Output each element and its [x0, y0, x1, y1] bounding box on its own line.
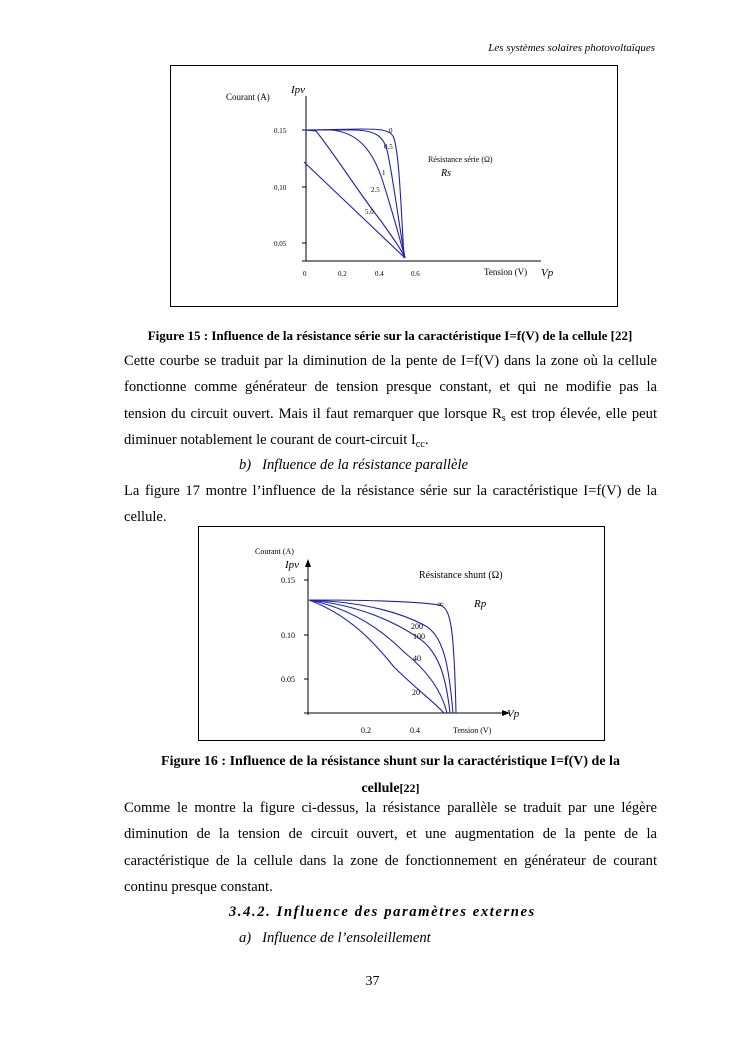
- fig15-ytick: 0.10: [274, 184, 287, 192]
- fig15-curve-label: 1: [382, 169, 386, 177]
- heading-a-irradiance: a) Influence de l’ensoleillement: [239, 930, 431, 946]
- fig16-ylabel: Courant (A): [255, 547, 294, 556]
- fig15-ylabel: Courant (A): [226, 92, 270, 102]
- paragraph-line: Comme le montre la figure ci-dessus, la résistance parallèle se traduit par une légère: [124, 800, 657, 816]
- fig16-curve-100: [309, 600, 450, 713]
- paragraph-line: continu presque constant.: [124, 879, 273, 896]
- fig16-ytick: 0.10: [281, 631, 295, 640]
- paragraph-line: cellule.: [124, 509, 167, 526]
- fig16-xlabel: Tension (V): [453, 726, 492, 735]
- fig16-legend-symbol: Rp: [474, 598, 487, 610]
- figure-15: [170, 65, 618, 307]
- fig16-ytick: 0.05: [281, 675, 295, 684]
- fig15-xtick: 0: [303, 270, 307, 278]
- fig15-legend-symbol: Rs: [441, 168, 451, 179]
- fig16-xsymbol: Vp: [507, 708, 520, 720]
- fig16-curve-20: [309, 600, 444, 713]
- fig16-curve-200: [309, 600, 453, 713]
- figure-16: [198, 526, 605, 741]
- paragraph-3: [124, 795, 657, 901]
- fig15-ysymbol: Ipv: [291, 84, 306, 96]
- caption-line: cellule[22]: [361, 781, 420, 796]
- section-heading-3-4-2: 3.4.2. Influence des paramètres externes: [229, 904, 536, 920]
- fig15-legend-title: Résistance série (Ω): [428, 155, 493, 164]
- fig16-curve-label: 40: [413, 654, 421, 663]
- fig16-legend-title: Résistance shunt (Ω): [419, 570, 503, 581]
- fig15-curve-label: 0: [389, 127, 393, 135]
- figure-15-plot: [171, 66, 617, 306]
- paragraph-line: La figure 17 montre l’influence de la résistance série sur la caractéristique I=f(V) de la: [124, 483, 657, 499]
- paragraph-line: tension du circuit ouvert. Mais il faut remarquer que lorsque $R_s$ est trop élevée, elle peut: [124, 405, 657, 424]
- heading-b-parallel-resistance: b) Influence de la résistance parallèle: [239, 457, 468, 473]
- paragraph-line: Cette courbe se traduit par la diminution de la pente de I=f(V) dans la zone où la cellule: [124, 353, 657, 369]
- fig16-curve-inf: [309, 600, 456, 713]
- fig15-xsymbol: Vp: [541, 267, 554, 279]
- paragraph-line: diminution de la tension de circuit ouvert, et une augmentation de la pente de la: [124, 826, 657, 843]
- fig16-curve-label: ∞: [437, 599, 444, 609]
- fig16-xtick: 0.2: [361, 726, 371, 735]
- caption-line: Figure 16 : Influence de la résistance shunt sur la caractéristique I=f(V) de la: [161, 754, 620, 769]
- running-header: Les systèmes solaires photovoltaïques: [488, 42, 655, 54]
- paragraph-line: diminuer notablement le courant de court-circuit $I_{cc}$.: [124, 432, 429, 451]
- fig15-curve-label: 2.5: [371, 186, 380, 194]
- fig16-curve-label: 20: [412, 688, 420, 697]
- fig15-xtick: 0.6: [411, 270, 420, 278]
- fig16-curve-label: 200: [411, 622, 423, 631]
- fig15-curve-label: 0.5: [384, 143, 393, 151]
- figure-16-plot: [199, 527, 604, 740]
- fig16-curve-label: 100: [413, 632, 425, 641]
- fig15-xtick: 0.4: [375, 270, 384, 278]
- fig15-xlabel: Tension (V): [484, 267, 528, 277]
- fig16-ytick: 0.15: [281, 576, 295, 585]
- fig15-ytick: 0.15: [274, 127, 287, 135]
- paragraph-2: [124, 478, 657, 531]
- fig15-xtick: 0.2: [338, 270, 347, 278]
- fig15-ytick: 0.05: [274, 240, 287, 248]
- page-number: 37: [365, 974, 380, 989]
- fig16-ysymbol: Ipv: [285, 559, 300, 571]
- paragraph-line: caractéristique de la cellule dans la zone de fonctionnement en générateur de courant: [124, 852, 657, 869]
- paragraph-1: [124, 348, 657, 454]
- paragraph-line: fonctionne comme générateur de tension presque constant, et qui ne modifie pas la: [124, 379, 657, 396]
- fig15-curve-label: 5.0: [365, 208, 374, 216]
- figure-15-caption: Figure 15 : Influence de la résistance série sur la caractéristique I=f(V) de la cellule [22]: [147, 328, 633, 343]
- fig15-curve-5.0: [304, 162, 405, 258]
- fig16-xtick: 0.4: [410, 726, 420, 735]
- fig16-curves: [309, 600, 456, 713]
